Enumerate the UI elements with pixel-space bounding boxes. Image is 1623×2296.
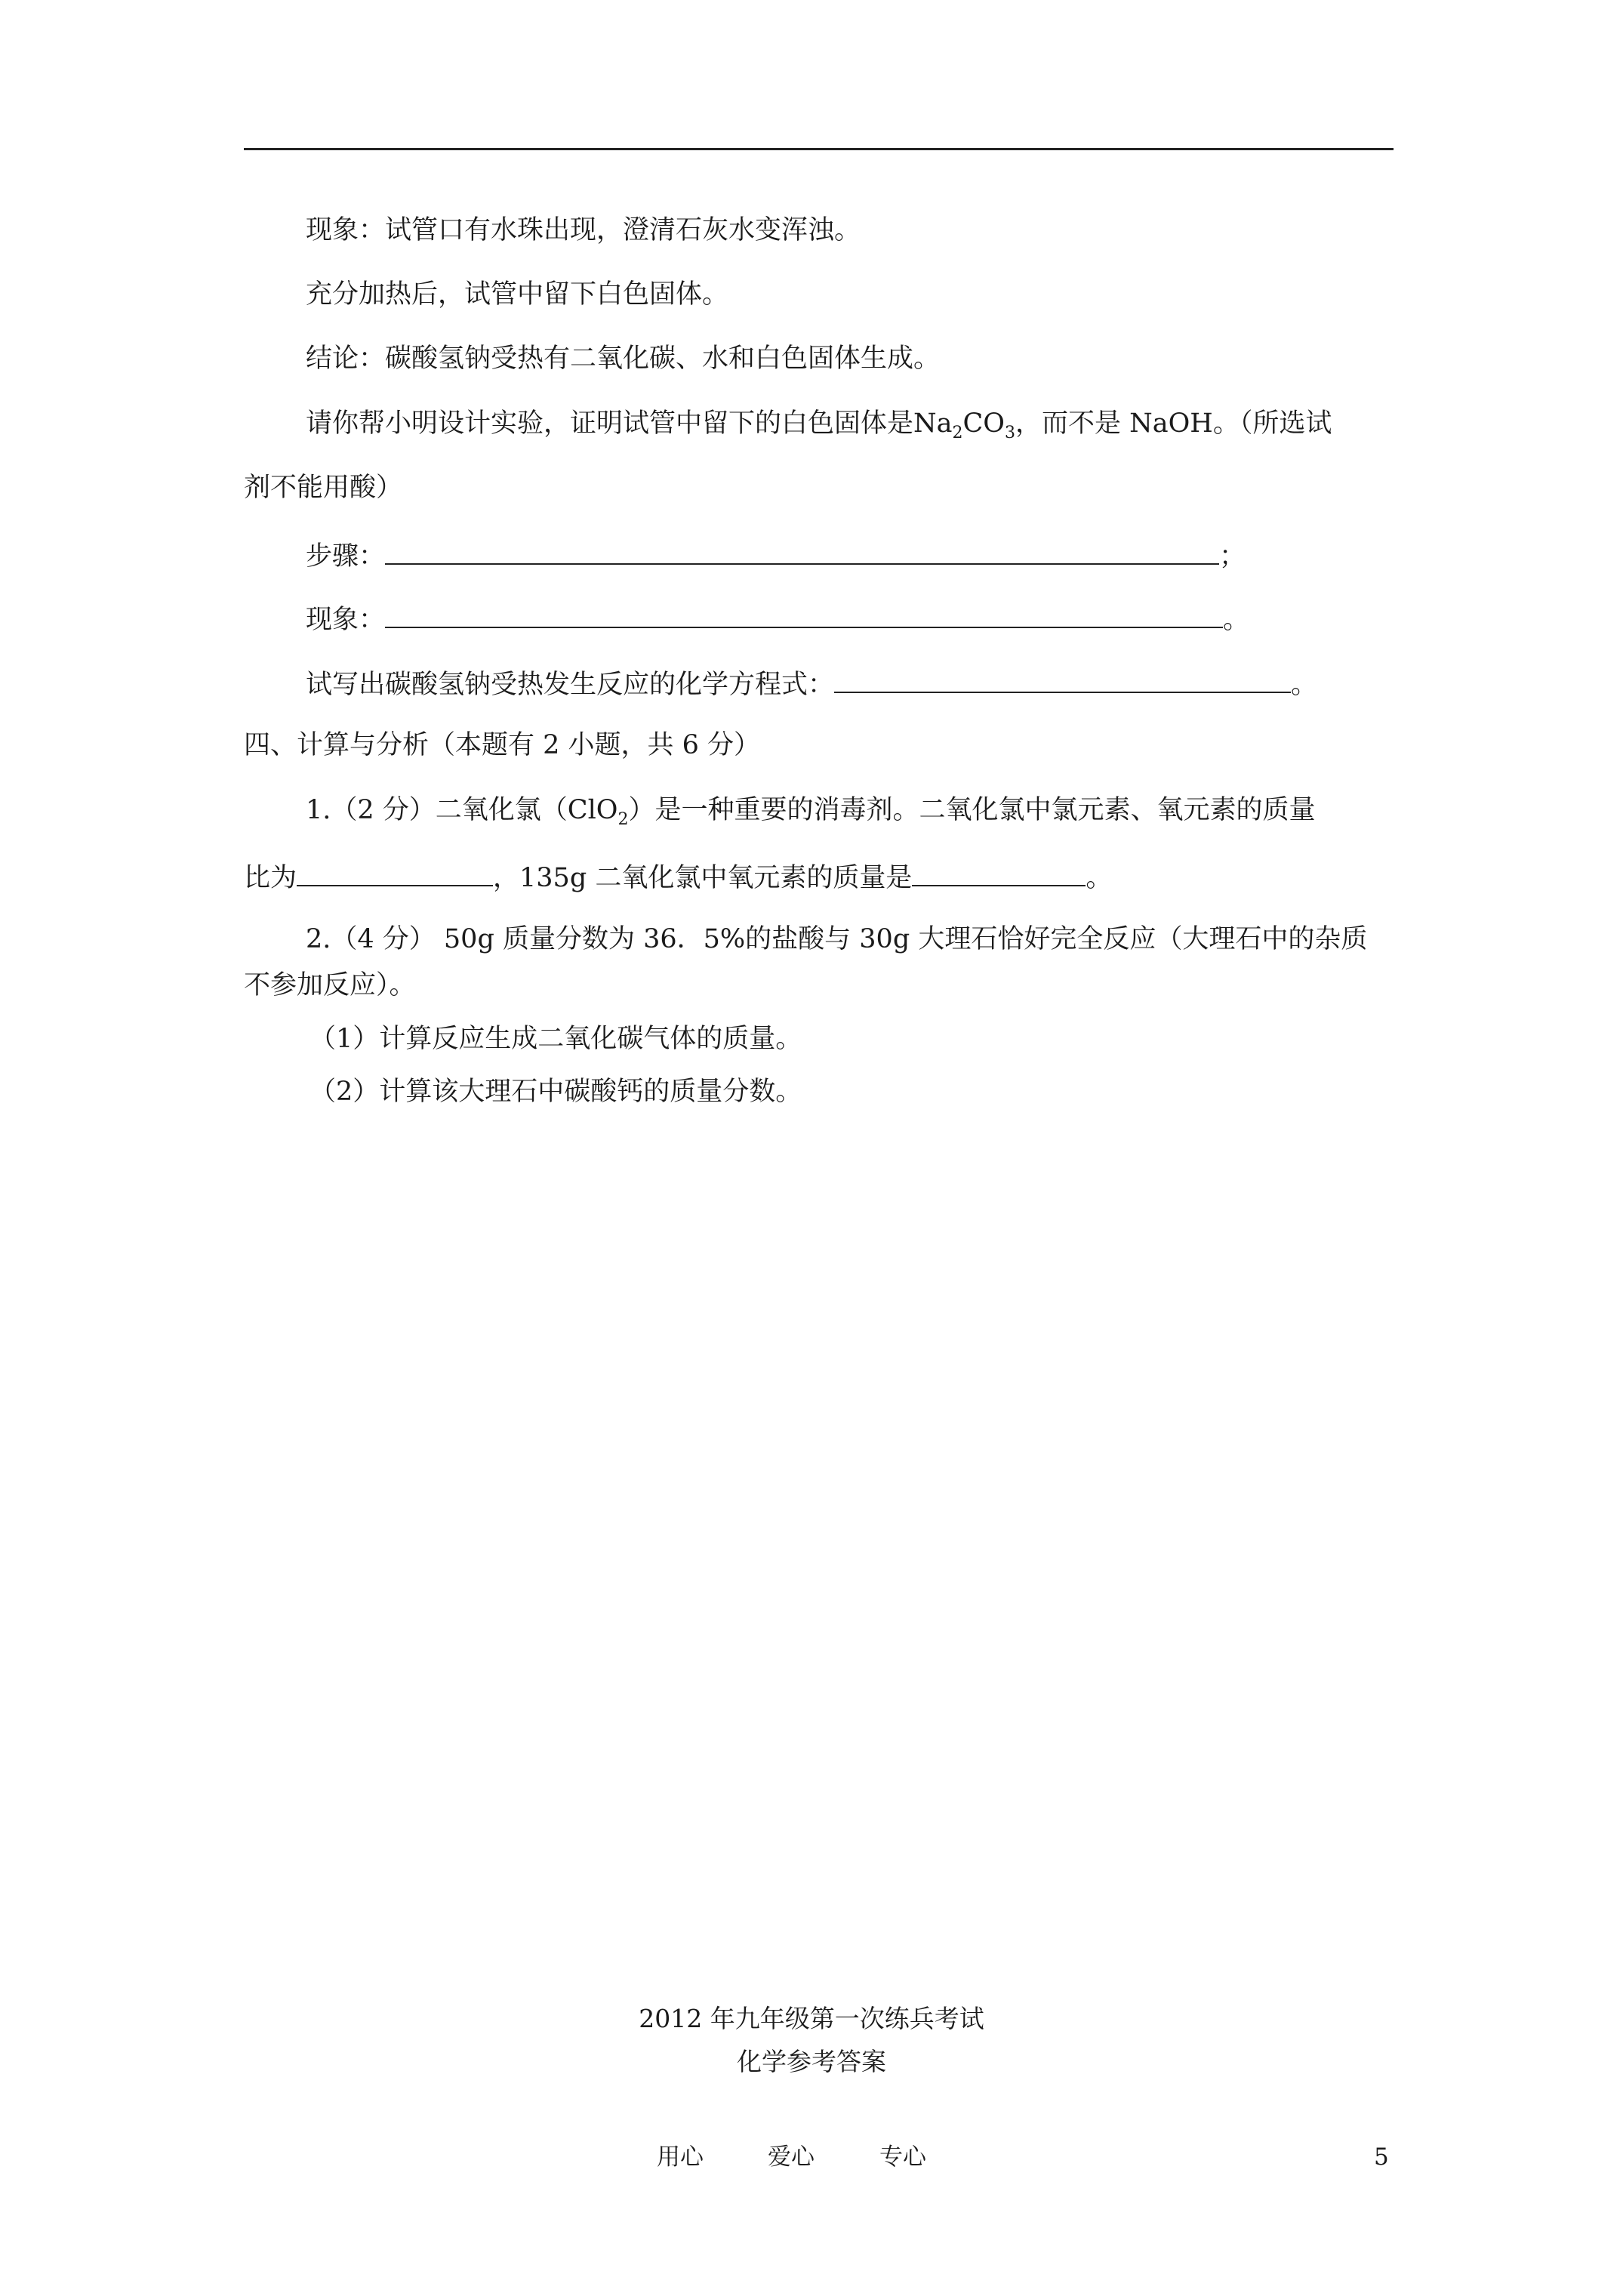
text: 1.（2 分）二氧化氯（ClO xyxy=(306,795,618,825)
text: ，而不是 NaOH。（所选试 xyxy=(1015,408,1332,439)
text: 不参加反应）。 xyxy=(244,970,416,1000)
page-number: 5 xyxy=(1374,2143,1389,2171)
footer-word-2: 爱心 xyxy=(768,2143,815,2171)
answer-subtitle: 化学参考答案 xyxy=(737,2047,886,2076)
equation-line xyxy=(306,663,1394,703)
design-experiment-line xyxy=(306,405,1394,442)
text: 四、计算与分析（本题有 2 小题，共 6 分） xyxy=(244,730,761,760)
section-four-heading xyxy=(244,727,1394,763)
phenomenon-line xyxy=(306,212,1394,248)
formula-part: CO xyxy=(962,408,1005,439)
equation-label: 试写出碳酸氢钠受热发生反应的化学方程式： xyxy=(306,670,835,700)
text: （2）计算该大理石中碳酸钙的质量分数。 xyxy=(310,1077,802,1107)
formula-part: Na xyxy=(913,408,953,439)
footer-word-3: 专心 xyxy=(879,2143,926,2171)
text: 结论：碳酸氢钠受热有二氧化碳、水和白色固体生成。 xyxy=(306,344,941,374)
text: 比为 xyxy=(244,863,297,893)
oxygen-mass-blank[interactable] xyxy=(912,856,1086,886)
question-1-line-2 xyxy=(244,856,1394,896)
text: ）是一种重要的消毒剂。二氧化氯中氯元素、氧元素的质量 xyxy=(628,795,1316,825)
steps-label: 步骤： xyxy=(306,541,386,572)
question-2-part-1 xyxy=(310,1021,1394,1057)
text: 充分加热后，试管中留下白色固体。 xyxy=(306,279,729,310)
text: 。 xyxy=(1086,863,1113,893)
text: 。 xyxy=(1223,605,1250,635)
text: ； xyxy=(1219,541,1246,572)
subscript: 3 xyxy=(1005,424,1015,442)
subscript: 2 xyxy=(617,810,629,829)
steps-answer-blank[interactable] xyxy=(385,535,1219,565)
text: 2.（4 分） 50g 质量分数为 36．5%的盐酸与 30g 大理石恰好完全反应（大理石中的杂质 xyxy=(306,924,1368,954)
footer-word-1: 用心 xyxy=(657,2143,704,2171)
header-rule xyxy=(244,148,1394,150)
text: （1）计算反应生成二氧化碳气体的质量。 xyxy=(310,1024,802,1054)
question-1-line-1 xyxy=(306,792,1394,828)
steps-line xyxy=(306,535,1394,575)
reagent-note-line xyxy=(244,470,1394,506)
heating-line xyxy=(306,276,1394,313)
text: 请你帮小明设计实验，证明试管中留下的白色固体是 xyxy=(306,408,914,439)
mass-ratio-blank[interactable] xyxy=(297,856,493,886)
answer-exam-title: 2012 年九年级第一次练兵考试 xyxy=(639,2004,984,2033)
text: ，135g 二氧化氯中氧元素的质量是 xyxy=(493,863,913,893)
conclusion-line xyxy=(306,341,1394,377)
text: 剂不能用酸） xyxy=(244,473,403,503)
question-2-line-1 xyxy=(306,921,1394,957)
phenomenon-answer-blank[interactable] xyxy=(385,598,1223,628)
question-2-line-2 xyxy=(244,967,1394,1003)
phenomenon-answer-line xyxy=(306,598,1394,638)
subscript: 2 xyxy=(952,424,963,442)
phenomenon-label: 现象： xyxy=(306,605,386,635)
formula-na2co3 xyxy=(913,408,1015,442)
equation-answer-blank[interactable] xyxy=(834,663,1291,693)
text: 现象：试管口有水珠出现，澄清石灰水变浑浊。 xyxy=(306,215,861,245)
text: 。 xyxy=(1291,670,1318,700)
question-2-part-2 xyxy=(310,1074,1394,1110)
